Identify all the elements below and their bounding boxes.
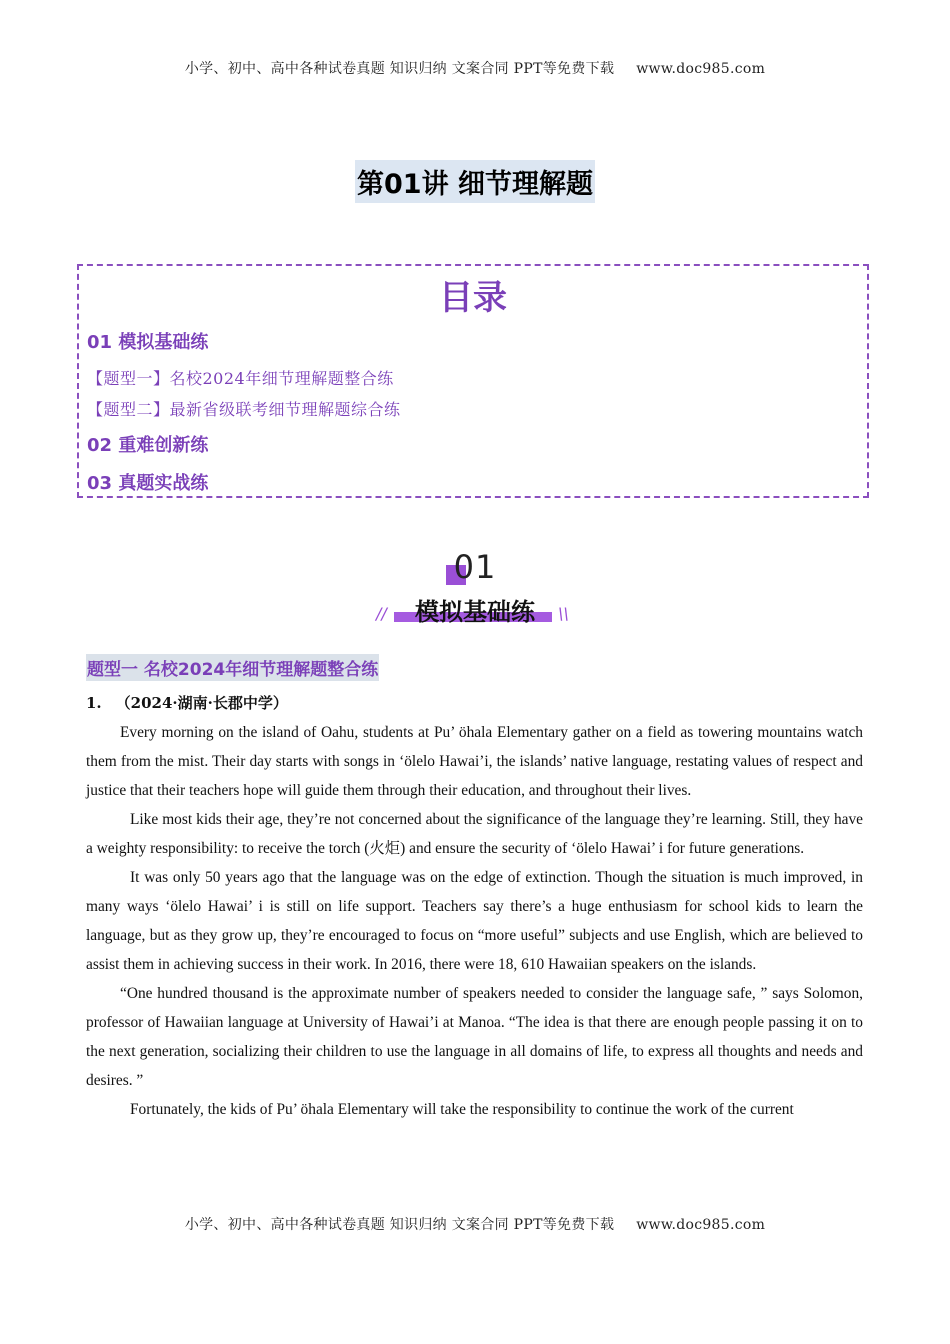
toc-item-real-exam[interactable]: 03 真题实战练 xyxy=(87,473,209,494)
reading-passage xyxy=(86,718,863,1124)
passage-paragraph: Like most kids their age, they’re not concerned about the significance of the language they’re learning. Still, they have a weighty responsibility: to receive the torch (火炬) and ensure the security of ‘ölelo Hawai’ i for future generations. xyxy=(86,811,863,857)
section-title: 模拟基础练 xyxy=(415,598,535,626)
question-source: （2024·湖南·长郡中学） xyxy=(115,694,288,712)
toc-item-type-one[interactable]: 【题型一】名校2024年细节理解题整合练 xyxy=(87,369,394,388)
toc-item-simulation-basics[interactable]: 01 模拟基础练 xyxy=(87,332,209,353)
passage-paragraph: “One hundred thousand is the approximate number of speakers needed to consider the language safe, ” says Solomon, professor of Hawaiian language at University of Hawai’i at Manoa. “The idea is that there are enough people passing it on to the next generation, socializing their children to use the language in all domains of life, to express all thoughts and needs and desires. ” xyxy=(86,985,863,1089)
slash-right-decoration: \\ xyxy=(558,604,569,623)
footer-url[interactable]: www.doc985.com xyxy=(636,1217,766,1233)
toc-item-difficult-innovation[interactable]: 02 重难创新练 xyxy=(87,435,209,456)
header-url[interactable]: www.doc985.com xyxy=(636,61,766,77)
table-of-contents xyxy=(77,264,869,498)
header-text: 小学、初中、高中各种试卷真题 知识归纳 文案合同 PPT等免费下载 xyxy=(184,61,615,77)
question-number: 1. xyxy=(86,694,102,712)
passage-paragraph: Fortunately, the kids of Pu’ öhala Elementary will take the responsibility to continue the work of the current xyxy=(130,1101,794,1118)
page-footer xyxy=(0,1214,950,1234)
page-header xyxy=(0,58,950,78)
lecture-title xyxy=(0,160,950,203)
question-label xyxy=(86,692,288,713)
passage-paragraph: Every morning on the island of Oahu, students at Pu’ öhala Elementary gather on a field as towering mountains watch them from the mist. Their day starts with songs in ‘ölelo Hawai’i, the islands’ native language, restating values of respect and justice that their teachers hope will guide them through their education, and throughout their lives. xyxy=(86,724,863,799)
question-type-heading: 题型一 名校2024年细节理解题整合练 xyxy=(86,654,379,681)
section-number: 01 xyxy=(453,548,497,586)
footer-text: 小学、初中、高中各种试卷真题 知识归纳 文案合同 PPT等免费下载 xyxy=(184,1217,615,1233)
lecture-title-text: 第01讲 细节理解题 xyxy=(355,160,595,203)
slash-left-decoration: // xyxy=(376,604,387,623)
toc-heading: 目录 xyxy=(439,278,507,318)
passage-paragraph: It was only 50 years ago that the language was on the edge of extinction. Though the situation is much improved, in many ways ‘ölelo Hawai’ i is still on life support. Teachers say there’s a huge enthusiasm for school kids to learn the language, but as they grow up, they’re encouraged to focus on “more useful” subjects and use English, which are believed to assist them in achieving success in their work. In 2016, there were 18, 610 Hawaiian speakers on the islands. xyxy=(86,869,863,973)
toc-item-type-two[interactable]: 【题型二】最新省级联考细节理解题综合练 xyxy=(87,400,401,419)
